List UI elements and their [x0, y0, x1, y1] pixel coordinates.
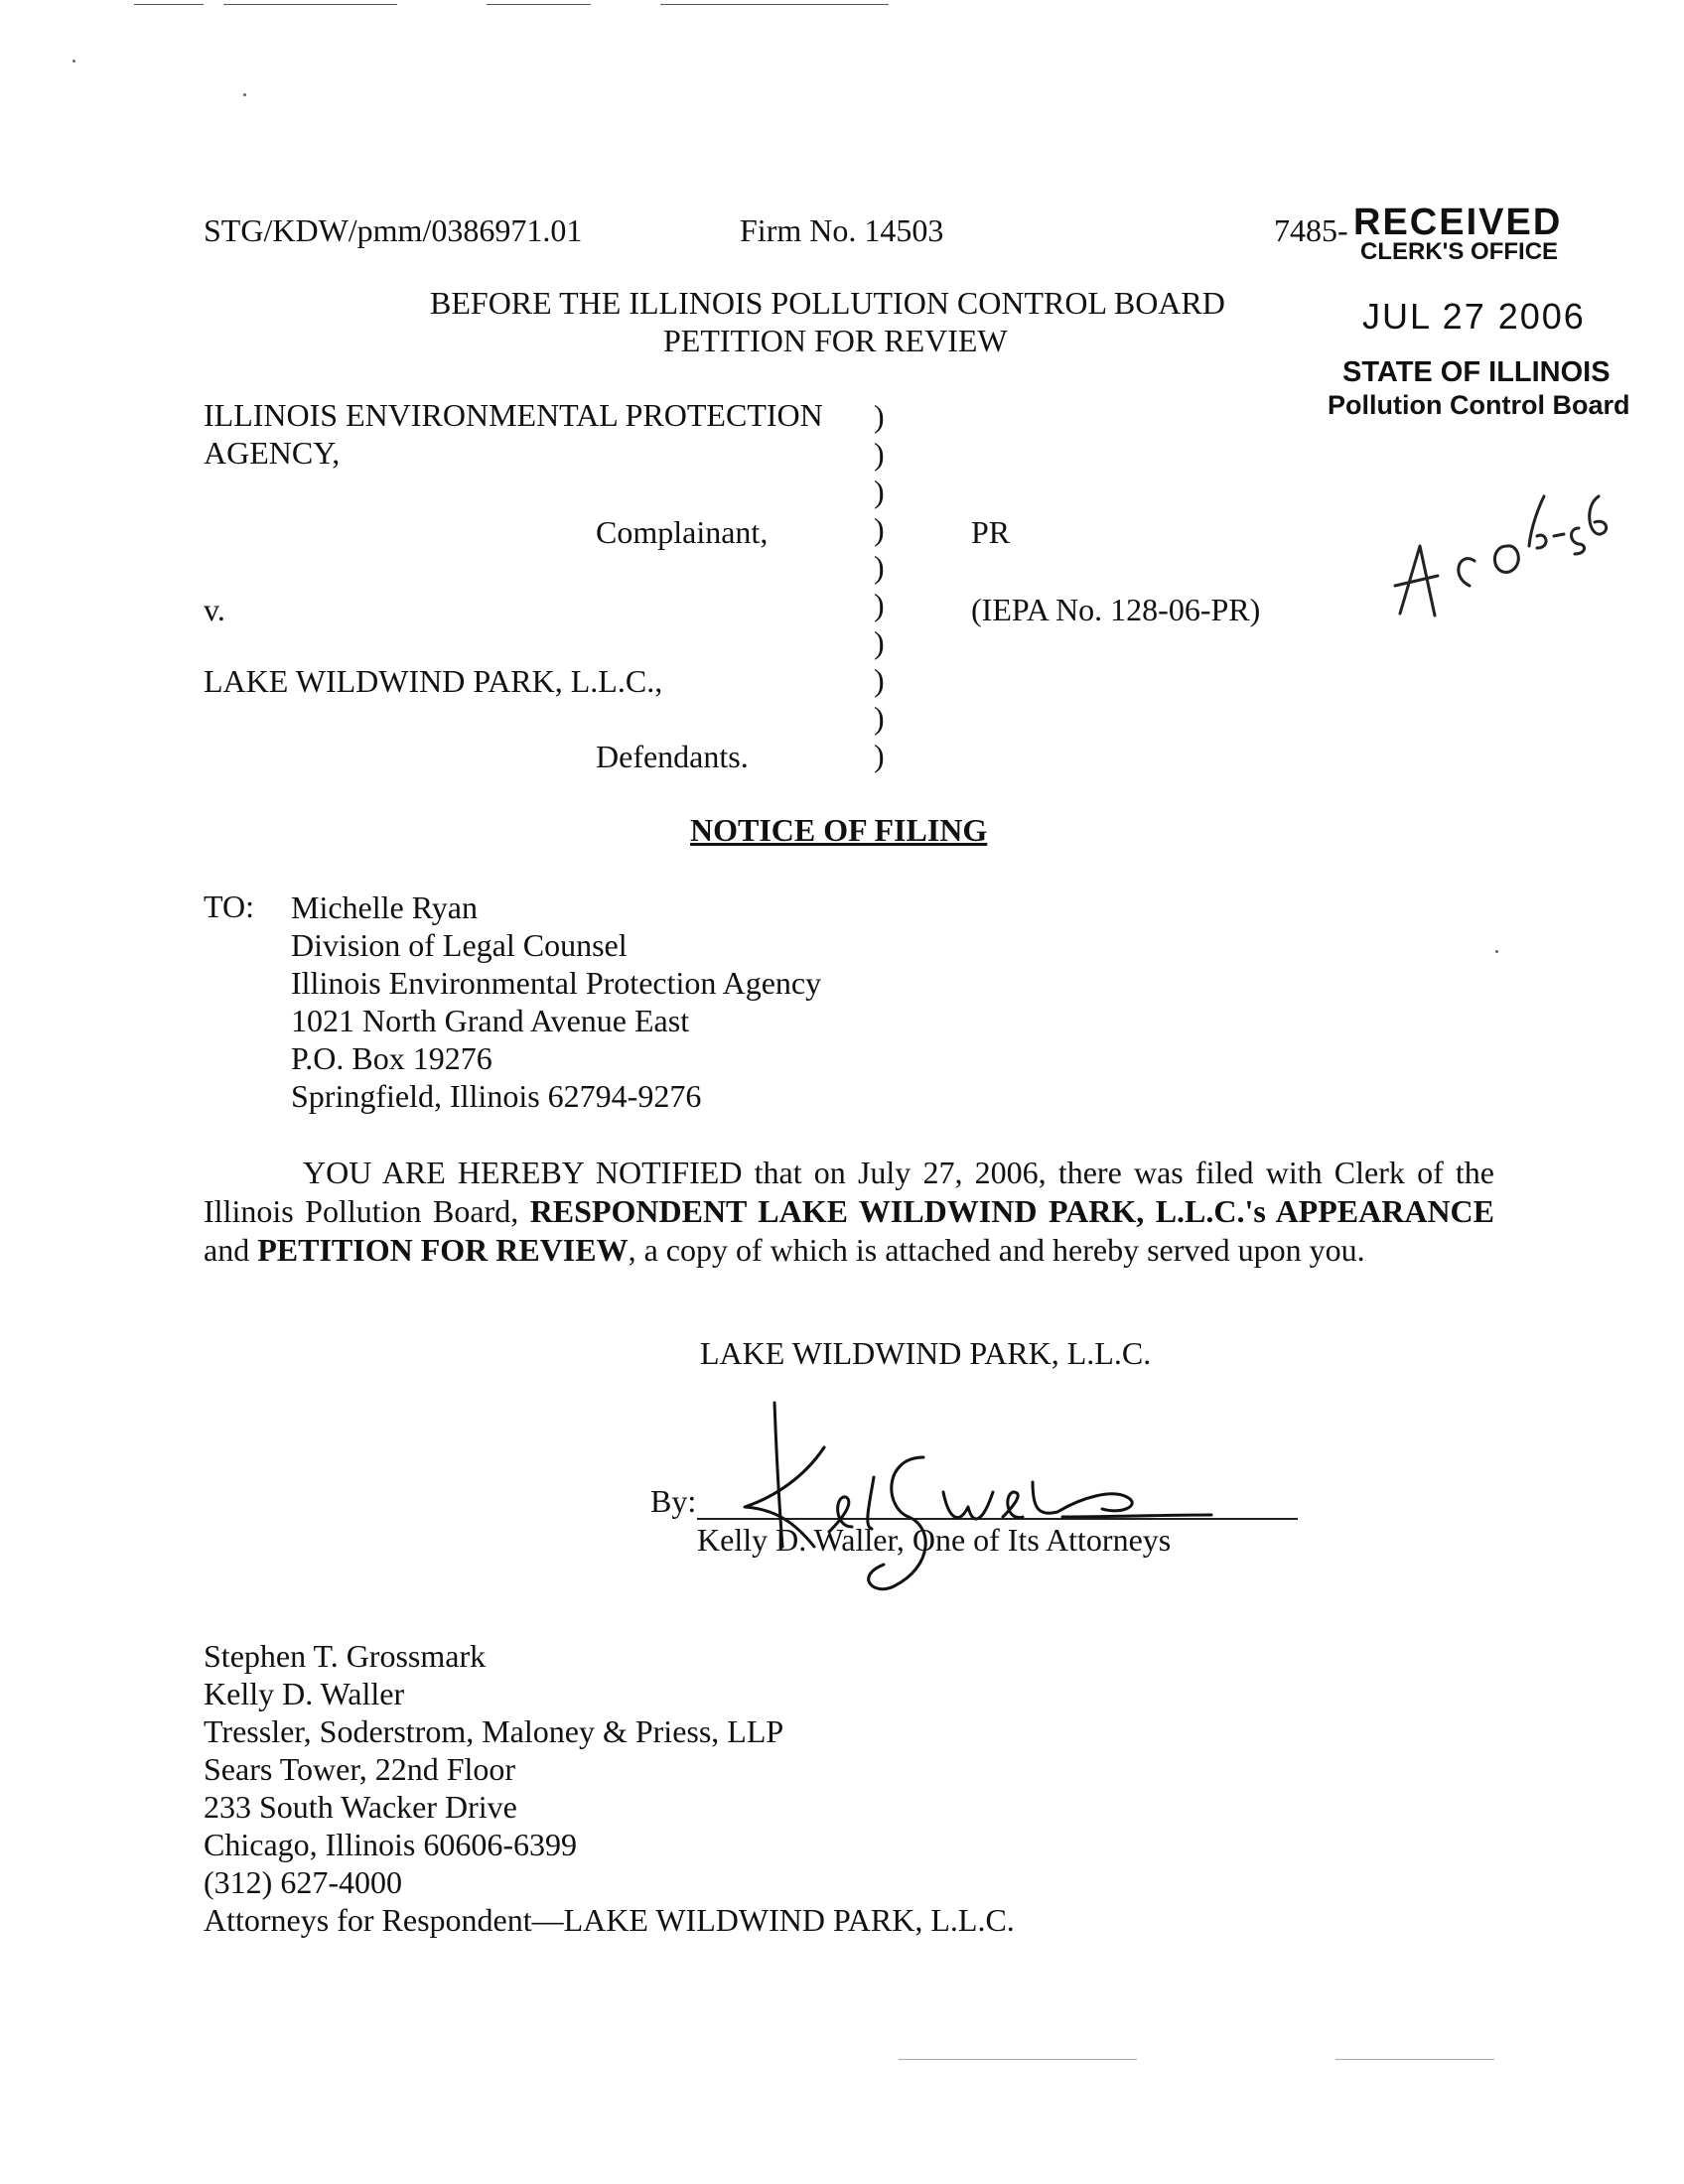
notice-text: , a copy of which is attached and hereby served upon you.: [628, 1232, 1365, 1268]
recipient-line: P.O. Box 19276: [291, 1040, 492, 1076]
attorney-line: Stephen T. Grossmark: [204, 1638, 487, 1674]
scan-line: [1335, 2059, 1494, 2060]
handwritten-case-number: [1380, 437, 1618, 625]
attorney-line: Kelly D. Waller: [204, 1676, 405, 1711]
paren: ): [874, 436, 885, 472]
document-title: NOTICE OF FILING: [690, 812, 988, 848]
scan-line: [899, 2059, 1137, 2060]
paren: ): [874, 624, 885, 660]
signing-party: LAKE WILDWIND PARK, L.L.C.: [700, 1335, 1152, 1371]
received-stamp-board: Pollution Control Board: [1328, 390, 1630, 420]
case-number: (IEPA No. 128-06-PR): [971, 592, 1261, 627]
received-stamp-heading: RECEIVED: [1353, 202, 1563, 243]
notice-text: and: [204, 1232, 258, 1268]
paren: ): [874, 549, 885, 585]
notice-bold-petition: PETITION FOR REVIEW: [257, 1232, 629, 1268]
defendant-role: Defendants.: [596, 739, 749, 774]
received-stamp-office: CLERK'S OFFICE: [1360, 238, 1559, 265]
recipient-line: Division of Legal Counsel: [291, 927, 628, 963]
recipient-line: Springfield, Illinois 62794-9276: [291, 1078, 702, 1114]
attorney-line: (312) 627-4000: [204, 1864, 402, 1900]
scan-line: [487, 4, 591, 5]
handwritten-signature: [735, 1398, 1231, 1606]
paren: ): [874, 511, 885, 547]
received-stamp-state: STATE OF ILLINOIS: [1342, 356, 1611, 388]
paren: ): [874, 738, 885, 773]
attorney-block: [204, 1637, 1015, 1939]
complainant-role: Complainant,: [596, 514, 769, 550]
paren: ): [874, 398, 885, 434]
scan-speck: [1495, 950, 1498, 953]
paren: ): [874, 474, 885, 509]
court-heading: BEFORE THE ILLINOIS POLLUTION CONTROL BOARD: [430, 285, 1225, 321]
attorney-line: Chicago, Illinois 60606-6399: [204, 1827, 577, 1862]
court-subheading: PETITION FOR REVIEW: [663, 323, 1008, 358]
notice-bold-appearance: RESPONDENT LAKE WILDWIND PARK, L.L.C.'s APPEARANCE: [529, 1193, 1495, 1229]
case-type: PR: [971, 514, 1011, 550]
by-label: By:: [650, 1483, 697, 1519]
complainant-name-cont: AGENCY,: [204, 435, 341, 471]
attorney-line: Tressler, Soderstrom, Maloney & Priess, LLP: [204, 1713, 784, 1749]
recipient-line: Illinois Environmental Protection Agency: [291, 965, 822, 1001]
paren: ): [874, 587, 885, 622]
recipient-address: [291, 888, 821, 1115]
paren: ): [874, 700, 885, 736]
to-label: TO:: [204, 888, 254, 924]
attorney-line: Sears Tower, 22nd Floor: [204, 1751, 516, 1787]
defendant-name: LAKE WILDWIND PARK, L.L.C.,: [204, 663, 663, 699]
scan-line: [660, 4, 889, 5]
signer-name: Kelly D. Waller, One of Its Attorneys: [697, 1522, 1172, 1558]
scan-line: [134, 4, 204, 5]
recipient-line: Michelle Ryan: [291, 889, 478, 925]
firm-number: Firm No. 14503: [740, 212, 944, 248]
versus: v.: [204, 592, 225, 627]
scan-speck: [243, 93, 246, 96]
document-number-prefix: 7485-: [1274, 212, 1348, 248]
file-code: STG/KDW/pmm/0386971.01: [204, 212, 583, 248]
notice-text: YOU ARE HEREBY NOTIFIED that on July 27, 2006, there was filed with Clerk of the Illinois Pollution Board,: [204, 1155, 1494, 1229]
caption-bracket: [874, 397, 894, 774]
attorney-line: 233 South Wacker Drive: [204, 1789, 517, 1825]
recipient-line: 1021 North Grand Avenue East: [291, 1003, 690, 1038]
complainant-name: ILLINOIS ENVIRONMENTAL PROTECTION: [204, 397, 823, 433]
scan-speck: [72, 60, 75, 63]
scan-line: [223, 4, 397, 5]
attorney-line: Attorneys for Respondent—LAKE WILDWIND PARK, L.L.C.: [204, 1902, 1015, 1938]
notice-paragraph: [204, 1154, 1494, 1270]
received-stamp-date: JUL 27 2006: [1362, 296, 1586, 337]
paren: ): [874, 662, 885, 698]
